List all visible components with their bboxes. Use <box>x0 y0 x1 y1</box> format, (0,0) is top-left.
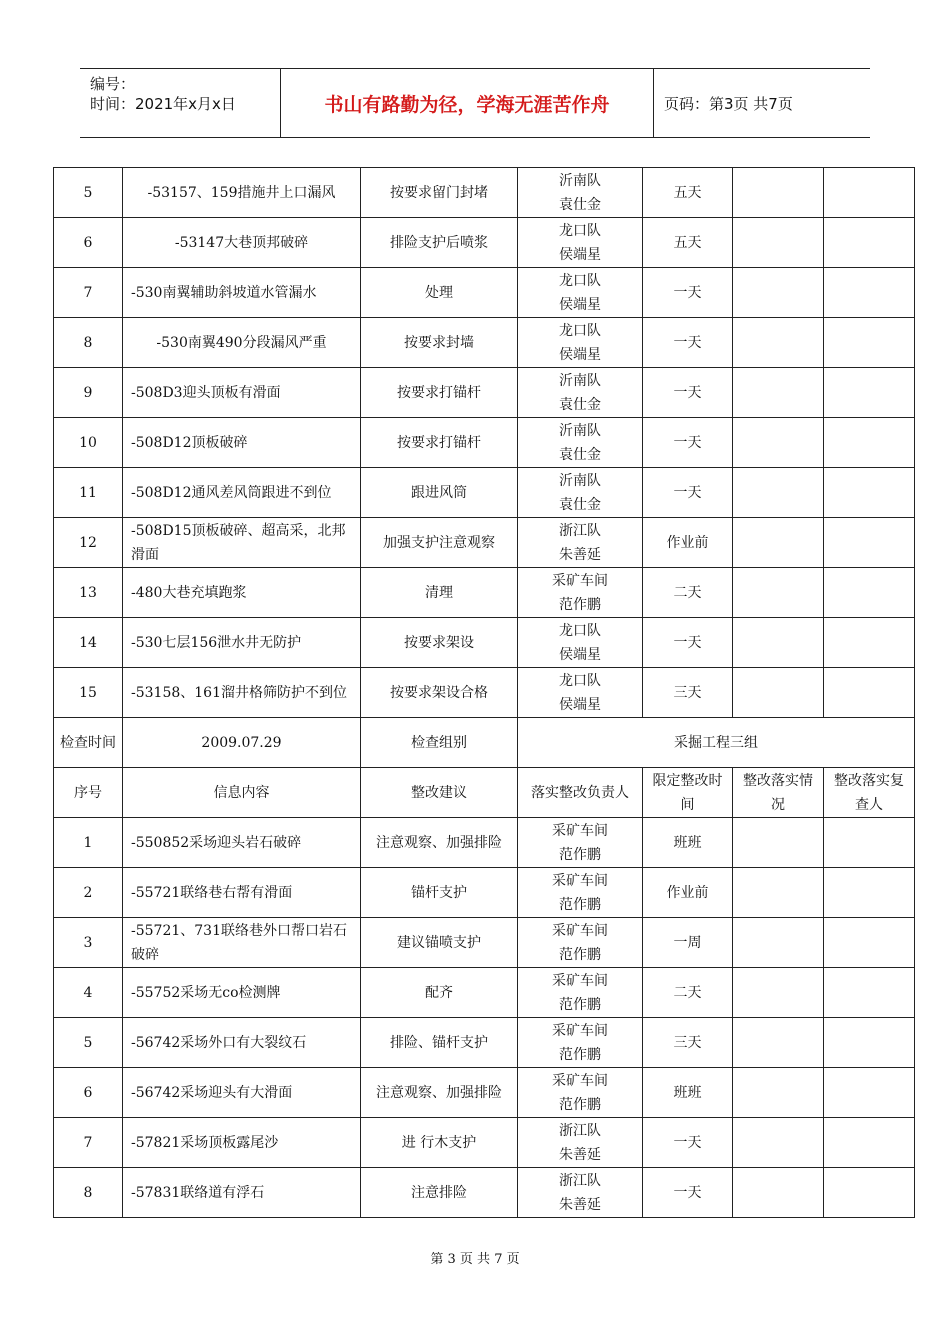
owner-unit: 沂南队 <box>559 172 601 189</box>
row-status <box>733 618 824 668</box>
row-time: 班班 <box>643 1068 733 1118</box>
row-status <box>733 568 824 618</box>
table-row <box>54 518 915 568</box>
row-status <box>733 868 824 918</box>
row-suggest: 注意观察、加强排险 <box>361 818 518 868</box>
row-status <box>733 418 824 468</box>
inspection-group-label: 检查组别 <box>361 718 518 768</box>
row-status <box>733 1018 824 1068</box>
row-time: 一天 <box>643 368 733 418</box>
time-label: 时间：2021年x月x日 <box>90 95 236 113</box>
owner-unit: 浙江队 <box>559 522 601 539</box>
row-no: 13 <box>54 568 123 618</box>
owner-unit: 龙口队 <box>559 672 601 689</box>
table-row <box>54 1168 915 1218</box>
owner-unit: 龙口队 <box>559 622 601 639</box>
owner-person: 侯端星 <box>559 646 601 663</box>
row-no: 7 <box>54 1118 123 1168</box>
inspection-group: 采掘工程三组 <box>518 718 915 768</box>
owner-person: 朱善延 <box>559 1196 601 1213</box>
row-no: 1 <box>54 818 123 868</box>
row-reviewer <box>824 268 915 318</box>
row-info: -57821采场顶板露尾沙 <box>123 1118 361 1168</box>
row-owner <box>518 218 643 268</box>
row-suggest: 注意观察、加强排险 <box>361 1068 518 1118</box>
row-status <box>733 518 824 568</box>
table-row <box>54 418 915 468</box>
owner-person: 袁仕金 <box>559 396 601 413</box>
row-no: 6 <box>54 218 123 268</box>
row-time: 作业前 <box>643 868 733 918</box>
row-time: 作业前 <box>643 518 733 568</box>
row-time: 班班 <box>643 818 733 868</box>
owner-person: 袁仕金 <box>559 496 601 513</box>
table-row <box>54 168 915 218</box>
row-status <box>733 468 824 518</box>
row-status <box>733 368 824 418</box>
table-row <box>54 1018 915 1068</box>
owner-person: 侯端星 <box>559 346 601 363</box>
row-suggest: 按要求封墙 <box>361 318 518 368</box>
row-info: -55721联络巷右帮有滑面 <box>123 868 361 918</box>
row-info: -53158、161溜井格筛防护不到位 <box>123 668 361 718</box>
row-time: 三天 <box>643 1018 733 1068</box>
row-no: 11 <box>54 468 123 518</box>
owner-person: 范作鹏 <box>559 846 601 863</box>
inspection-table <box>53 167 915 1218</box>
row-reviewer <box>824 868 915 918</box>
col-owner: 落实整改负责人 <box>518 768 643 818</box>
row-reviewer <box>824 668 915 718</box>
row-info: -508D15顶板破碎、超高采，北邦滑面 <box>123 518 361 568</box>
row-suggest: 配齐 <box>361 968 518 1018</box>
row-time: 一天 <box>643 268 733 318</box>
table-row <box>54 1118 915 1168</box>
row-owner <box>518 418 643 468</box>
owner-unit: 采矿车间 <box>552 572 608 589</box>
row-reviewer <box>824 568 915 618</box>
row-status <box>733 1168 824 1218</box>
owner-unit: 沂南队 <box>559 472 601 489</box>
row-suggest: 按要求留门封堵 <box>361 168 518 218</box>
col-info: 信息内容 <box>123 768 361 818</box>
owner-person: 范作鹏 <box>559 946 601 963</box>
row-owner <box>518 918 643 968</box>
row-suggest: 建议锚喷支护 <box>361 918 518 968</box>
row-info: -56742采场外口有大裂纹石 <box>123 1018 361 1068</box>
row-no: 14 <box>54 618 123 668</box>
owner-person: 范作鹏 <box>559 996 601 1013</box>
row-no: 9 <box>54 368 123 418</box>
row-no: 3 <box>54 918 123 968</box>
owner-person: 范作鹏 <box>559 596 601 613</box>
table-row <box>54 918 915 968</box>
row-reviewer <box>824 168 915 218</box>
row-time: 一周 <box>643 918 733 968</box>
row-suggest: 注意排险 <box>361 1168 518 1218</box>
row-suggest: 按要求架设 <box>361 618 518 668</box>
owner-unit: 采矿车间 <box>552 1072 608 1089</box>
row-status <box>733 668 824 718</box>
row-owner <box>518 368 643 418</box>
owner-person: 袁仕金 <box>559 446 601 463</box>
row-suggest: 排险支护后喷浆 <box>361 218 518 268</box>
row-reviewer <box>824 468 915 518</box>
row-suggest: 排险、锚杆支护 <box>361 1018 518 1068</box>
row-suggest: 按要求打锚杆 <box>361 368 518 418</box>
row-suggest: 跟进风筒 <box>361 468 518 518</box>
row-owner <box>518 168 643 218</box>
owner-unit: 采矿车间 <box>552 822 608 839</box>
row-owner <box>518 818 643 868</box>
row-reviewer <box>824 318 915 368</box>
row-time: 一天 <box>643 1118 733 1168</box>
owner-unit: 沂南队 <box>559 372 601 389</box>
owner-person: 范作鹏 <box>559 1096 601 1113</box>
inspection-row <box>54 718 915 768</box>
page-header <box>80 68 870 138</box>
owner-person: 朱善延 <box>559 546 601 563</box>
table-row <box>54 668 915 718</box>
col-status: 整改落实情况 <box>733 768 824 818</box>
owner-unit: 龙口队 <box>559 272 601 289</box>
row-reviewer <box>824 518 915 568</box>
owner-unit: 采矿车间 <box>552 922 608 939</box>
owner-person: 侯端星 <box>559 246 601 263</box>
table-row <box>54 218 915 268</box>
row-owner <box>518 468 643 518</box>
row-suggest: 清理 <box>361 568 518 618</box>
row-time: 五天 <box>643 218 733 268</box>
header-page-label: 页码：第3页 共7页 <box>664 94 793 113</box>
table-row <box>54 468 915 518</box>
row-status <box>733 318 824 368</box>
row-reviewer <box>824 418 915 468</box>
table-row <box>54 268 915 318</box>
owner-person: 侯端星 <box>559 696 601 713</box>
row-time: 三天 <box>643 668 733 718</box>
owner-unit: 龙口队 <box>559 222 601 239</box>
number-label: 编号： <box>90 75 136 93</box>
row-no: 2 <box>54 868 123 918</box>
table-row <box>54 568 915 618</box>
row-reviewer <box>824 818 915 868</box>
row-info: -530南翼辅助斜坡道水管漏水 <box>123 268 361 318</box>
column-header-row <box>54 768 915 818</box>
row-info: -508D12顶板破碎 <box>123 418 361 468</box>
row-status <box>733 168 824 218</box>
row-info: -53157、159措施井上口漏风 <box>123 168 361 218</box>
row-reviewer <box>824 218 915 268</box>
row-no: 7 <box>54 268 123 318</box>
row-owner <box>518 318 643 368</box>
row-time: 二天 <box>643 568 733 618</box>
row-info: -530七层156泄水井无防护 <box>123 618 361 668</box>
row-owner <box>518 1118 643 1168</box>
row-suggest: 处理 <box>361 268 518 318</box>
row-no: 12 <box>54 518 123 568</box>
col-time: 限定整改时间 <box>643 768 733 818</box>
row-info: -56742采场迎头有大滑面 <box>123 1068 361 1118</box>
table-row <box>54 968 915 1018</box>
row-status <box>733 218 824 268</box>
table-row <box>54 868 915 918</box>
row-suggest: 按要求打锚杆 <box>361 418 518 468</box>
table-row <box>54 318 915 368</box>
table-body-part2 <box>54 818 915 1218</box>
row-info: -57831联络道有浮石 <box>123 1168 361 1218</box>
row-reviewer <box>824 918 915 968</box>
row-no: 15 <box>54 668 123 718</box>
row-suggest: 按要求架设合格 <box>361 668 518 718</box>
row-status <box>733 968 824 1018</box>
row-owner <box>518 268 643 318</box>
row-time: 一天 <box>643 1168 733 1218</box>
row-status <box>733 1118 824 1168</box>
table-row <box>54 368 915 418</box>
row-owner <box>518 968 643 1018</box>
row-info: -508D12通风差风筒跟进不到位 <box>123 468 361 518</box>
row-reviewer <box>824 968 915 1018</box>
row-owner <box>518 1168 643 1218</box>
row-no: 8 <box>54 1168 123 1218</box>
inspection-time-label: 检查时间 <box>54 718 123 768</box>
row-time: 一天 <box>643 468 733 518</box>
col-suggest: 整改建议 <box>361 768 518 818</box>
owner-unit: 采矿车间 <box>552 1022 608 1039</box>
owner-unit: 龙口队 <box>559 322 601 339</box>
row-time: 一天 <box>643 318 733 368</box>
row-owner <box>518 618 643 668</box>
owner-unit: 浙江队 <box>559 1172 601 1189</box>
row-no: 5 <box>54 168 123 218</box>
row-reviewer <box>824 1118 915 1168</box>
row-owner <box>518 1068 643 1118</box>
row-info: -550852采场迎头岩石破碎 <box>123 818 361 868</box>
owner-person: 朱善延 <box>559 1146 601 1163</box>
col-reviewer: 整改落实复查人 <box>824 768 915 818</box>
row-suggest: 进 行木支护 <box>361 1118 518 1168</box>
table-row <box>54 818 915 868</box>
row-no: 8 <box>54 318 123 368</box>
col-no: 序号 <box>54 768 123 818</box>
owner-unit: 浙江队 <box>559 1122 601 1139</box>
inspection-info <box>54 718 915 818</box>
row-time: 五天 <box>643 168 733 218</box>
row-reviewer <box>824 1068 915 1118</box>
row-owner <box>518 518 643 568</box>
row-time: 二天 <box>643 968 733 1018</box>
row-info: -53147大巷顶邦破碎 <box>123 218 361 268</box>
owner-person: 袁仕金 <box>559 196 601 213</box>
owner-person: 侯端星 <box>559 296 601 313</box>
header-meta <box>80 69 281 137</box>
row-suggest: 锚杆支护 <box>361 868 518 918</box>
row-owner <box>518 868 643 918</box>
owner-unit: 采矿车间 <box>552 872 608 889</box>
row-status <box>733 818 824 868</box>
table-body-part1 <box>54 168 915 718</box>
table-row <box>54 618 915 668</box>
table-row <box>54 1068 915 1118</box>
row-no: 4 <box>54 968 123 1018</box>
row-reviewer <box>824 1018 915 1068</box>
row-reviewer <box>824 618 915 668</box>
row-no: 6 <box>54 1068 123 1118</box>
header-motto: 书山有路勤为径，学海无涯苦作舟 <box>281 69 654 137</box>
row-info: -508D3迎头顶板有滑面 <box>123 368 361 418</box>
row-time: 一天 <box>643 418 733 468</box>
row-suggest: 加强支护注意观察 <box>361 518 518 568</box>
inspection-date: 2009.07.29 <box>123 718 361 768</box>
row-status <box>733 268 824 318</box>
row-status <box>733 1068 824 1118</box>
row-info: -55721、731联络巷外口帮口岩石破碎 <box>123 918 361 968</box>
row-no: 5 <box>54 1018 123 1068</box>
row-no: 10 <box>54 418 123 468</box>
row-status <box>733 918 824 968</box>
row-owner <box>518 668 643 718</box>
owner-person: 范作鹏 <box>559 1046 601 1063</box>
row-info: -480大巷充填跑浆 <box>123 568 361 618</box>
row-owner <box>518 1018 643 1068</box>
row-time: 一天 <box>643 618 733 668</box>
row-owner <box>518 568 643 618</box>
page-footer: 第 3 页 共 7 页 <box>430 1252 520 1267</box>
row-reviewer <box>824 1168 915 1218</box>
owner-unit: 沂南队 <box>559 422 601 439</box>
row-info: -55752采场无co检测牌 <box>123 968 361 1018</box>
row-info: -530南翼490分段漏风严重 <box>123 318 361 368</box>
row-reviewer <box>824 368 915 418</box>
owner-unit: 采矿车间 <box>552 972 608 989</box>
owner-person: 范作鹏 <box>559 896 601 913</box>
